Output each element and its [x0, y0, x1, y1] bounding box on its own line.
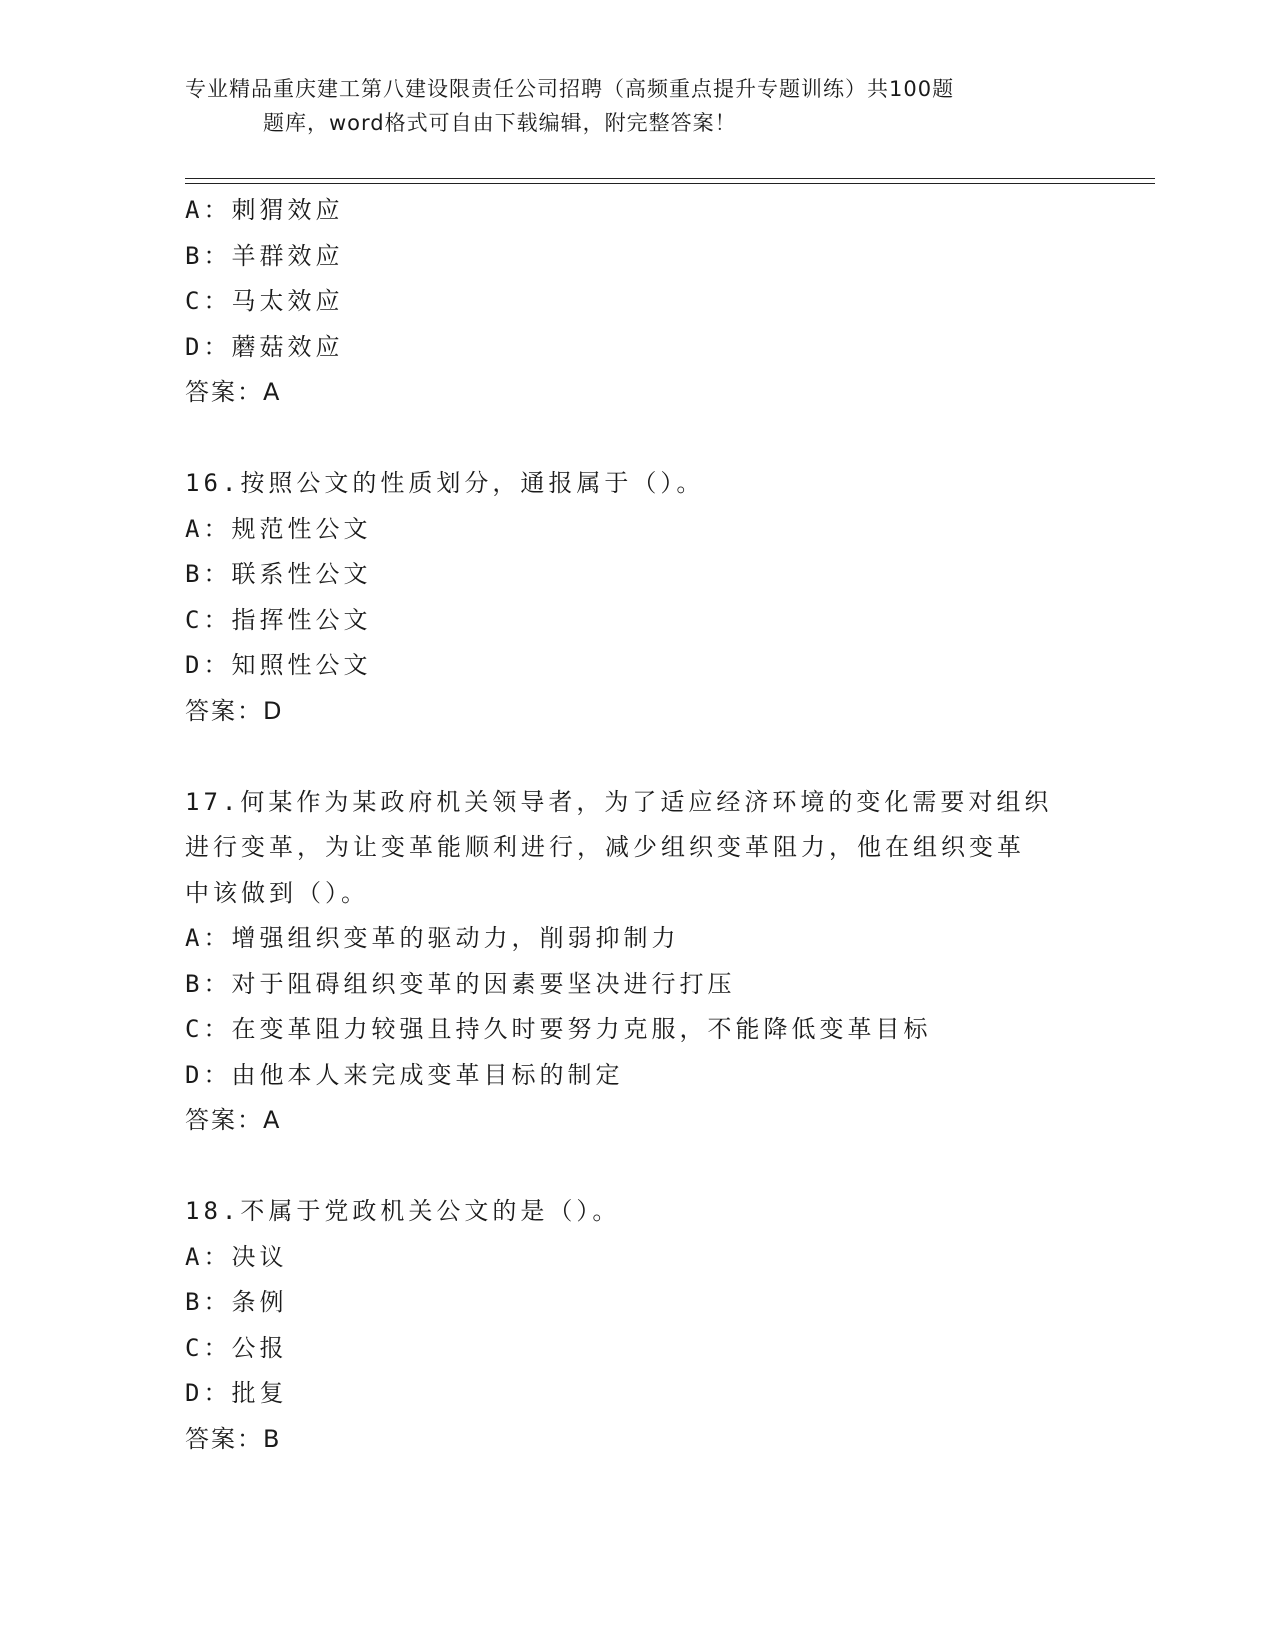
- option-c: C：指挥性公文: [185, 605, 372, 634]
- option-b: B：条例: [185, 1288, 288, 1316]
- spacer: [185, 734, 1085, 780]
- option-a: A：决议: [185, 1242, 288, 1271]
- option-c: C：公报: [185, 1333, 288, 1362]
- question-16: [185, 461, 1085, 734]
- header-title-line-2: 题库，word格式可自由下载编辑，附完整答案！: [263, 111, 737, 135]
- option-d: D：由他本人来完成变革目标的制定: [185, 1060, 624, 1089]
- question-list: [185, 188, 1085, 1462]
- question-stem-line-1: 17.何某作为某政府机关领导者，为了适应经济环境的变化需要对组织: [185, 787, 1053, 816]
- question-15: [185, 188, 1085, 416]
- option-b: B：羊群效应: [185, 241, 344, 270]
- question-stem-line-3: 中该做到（）。: [185, 878, 369, 907]
- answer: 答案：D: [185, 696, 284, 725]
- answer: 答案：B: [185, 1424, 282, 1453]
- option-c: C：马太效应: [185, 287, 344, 315]
- question-17: [185, 780, 1085, 1144]
- question-18: [185, 1189, 1085, 1462]
- header-rule-top: [185, 178, 1155, 179]
- question-stem: 16.按照公文的性质划分，通报属于（）。: [185, 469, 705, 497]
- question-stem: 18.不属于党政机关公文的是（）。: [185, 1197, 621, 1225]
- header-title-line-1: 专业精品重庆建工第八建设限责任公司招聘（高频重点提升专题训练）共100题: [185, 77, 955, 101]
- question-stem-line-2: 进行变革，为让变革能顺利进行，减少组织变革阻力，他在组织变革: [185, 833, 1025, 861]
- option-d: D：蘑菇效应: [185, 332, 344, 361]
- option-d: D：知照性公文: [185, 651, 372, 679]
- option-a: A：规范性公文: [185, 514, 372, 543]
- document-header: [185, 72, 1085, 140]
- answer: 答案：A: [185, 378, 282, 406]
- option-a: A：刺猬效应: [185, 196, 344, 224]
- spacer: [185, 416, 1085, 462]
- answer: 答案：A: [185, 1106, 282, 1134]
- spacer: [185, 1144, 1085, 1190]
- option-a: A：增强组织变革的驱动力，削弱抑制力: [185, 924, 680, 952]
- option-c: C：在变革阻力较强且持久时要努力克服，不能降低变革目标: [185, 1015, 932, 1043]
- header-rule-bottom: [185, 183, 1155, 184]
- option-b: B：联系性公文: [185, 560, 372, 588]
- option-b: B：对于阻碍组织变革的因素要坚决进行打压: [185, 969, 736, 998]
- option-d: D：批复: [185, 1379, 288, 1407]
